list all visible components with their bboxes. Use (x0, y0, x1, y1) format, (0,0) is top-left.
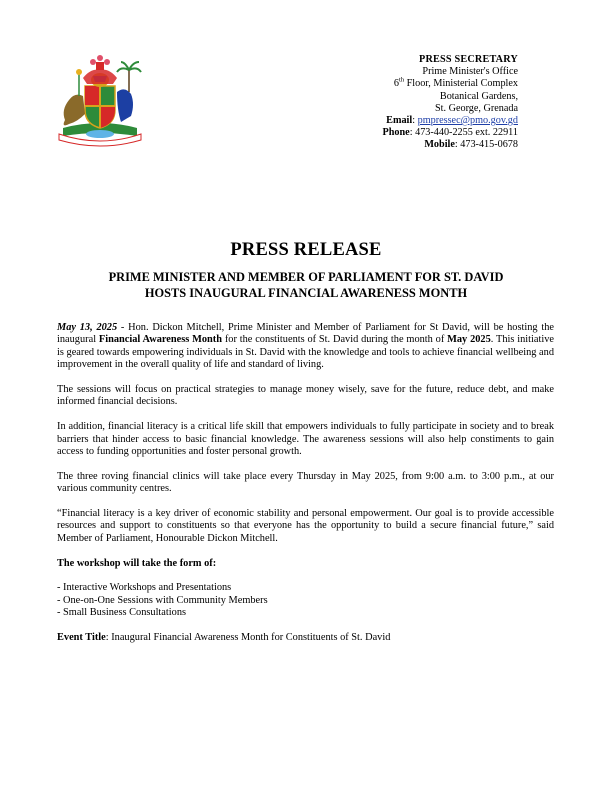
event-title-value: : Inaugural Financial Awareness Month for Constituents of St. David (105, 632, 391, 644)
crest-flower (90, 59, 96, 65)
event-title-line (57, 632, 554, 644)
contact-floor-sup: th (399, 77, 405, 85)
paragraph-literacy: In addition, financial literacy is a critical life skill that empowers individuals to fully participate in society and to break barriers that hinder access to basic financial knowledge. The awareness sessions will also help constiments to gain access to funding opportunities and foster personal growth. (57, 421, 554, 458)
crest-water (86, 130, 114, 138)
contact-mobile-line: Mobile: 473-415-0678 (424, 139, 518, 151)
workshop-item: - Interactive Workshops and Presentations (57, 582, 232, 594)
press-secretary-contact-block (383, 54, 518, 152)
email-label: Email (386, 115, 413, 127)
intro-text-1: - Hon. Dickon Mitchell, Prime Minister and Member of Parliament for St David, will be hosting the inaugural (57, 322, 554, 346)
contact-title: PRESS SECRETARY (419, 54, 518, 65)
crest-armadillo (64, 95, 85, 126)
coat-of-arms-icon (55, 48, 145, 148)
mobile-label: Mobile (424, 139, 455, 151)
phone-value: 473-440-2255 ext. 22911 (415, 127, 518, 139)
contact-office: Prime Minister's Office (422, 66, 518, 78)
contact-email-line: Email: pmpressec@pmo.gov.gd (386, 115, 518, 127)
workshop-item: - Small Business Consultations (57, 607, 187, 619)
contact-city: St. George, Grenada (435, 102, 518, 114)
press-release-body (57, 322, 554, 657)
phone-label: Phone (382, 127, 410, 139)
workshop-item: - One-on-One Sessions with Community Members (57, 594, 268, 606)
contact-phone-line: Phone: 473-440-2255 ext. 22911 (382, 127, 518, 139)
contact-floor-num: 6 (393, 78, 400, 90)
paragraph-intro (57, 322, 554, 372)
email-link[interactable]: pmpressec@pmo.gov.gd (417, 115, 518, 127)
release-date: May 13, 2025 (57, 322, 118, 333)
paragraph-quote: “Financial literacy is a key driver of economic stability and personal empowerment. Our goal is to provide accessible resources and support to constituents so that everyone has the opportunity to build a secure financial future,” said Member of Parliament, Honourable Dickon Mitchell. (57, 508, 554, 544)
contact-floor-rest: Floor, Ministerial Complex (404, 78, 518, 90)
press-release-title: PRESS RELEASE (230, 240, 382, 260)
crest-flower (104, 59, 110, 65)
mobile-value: 473-415-0678 (460, 139, 518, 151)
intro-text-3: . This initiative is geared towards empowering individuals in St. David with the knowledge and tools to achieve financial wellbeing and improvement in the overall quality of life and standard of living. (57, 334, 554, 371)
workshop-list (57, 582, 554, 619)
workshop-heading-text: The workshop will take the form of: (57, 557, 217, 569)
intro-event-name: Financial Awareness Month (98, 334, 223, 346)
crest-flower (97, 55, 103, 61)
crest-shield-q1 (85, 86, 100, 106)
crest-lily-flower (76, 69, 82, 75)
contact-floor (383, 78, 518, 90)
headline-line-2: HOSTS INAUGURAL FINANCIAL AWARENESS MONTH (144, 285, 468, 300)
event-title-label: Event Title (57, 632, 106, 644)
crest-mantling (83, 70, 117, 84)
headline (60, 270, 552, 301)
headline-line-1: PRIME MINISTER AND MEMBER OF PARLIAMENT FOR ST. DAVID (108, 270, 504, 284)
intro-text-2: for the constituents of St. David during the month of (222, 334, 448, 346)
contact-botanical: Botanical Gardens, (439, 90, 518, 102)
crest-dove (117, 89, 133, 122)
paragraph-clinics: The three roving financial clinics will take place every Thursday in May 2025, from 9:00 a.m. to 3:00 p.m., at our various community centres. (57, 470, 554, 495)
paragraph-sessions: The sessions will focus on practical strategies to manage money wisely, save for the future, reduce debt, and make informed financial decisions. (57, 384, 554, 408)
intro-month: May 2025 (447, 334, 491, 346)
workshop-heading (57, 558, 554, 570)
crest-flower-base (96, 62, 104, 70)
